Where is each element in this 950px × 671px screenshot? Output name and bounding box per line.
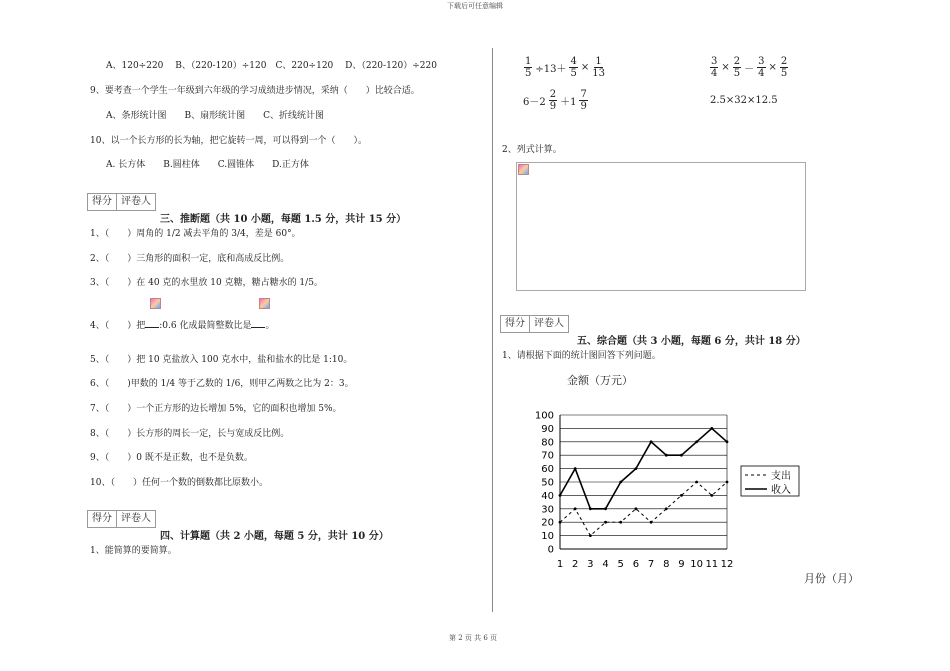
judge-item: 5、（ ）把 10 克盐放入 100 克水中，盐和盐水的比是 1:10。 (90, 355, 353, 365)
y-tick-label: 80 (541, 437, 554, 449)
reviewer-label: 评卷人 (116, 194, 155, 210)
x-tick-label: 10 (690, 559, 704, 570)
x-tick-label: 7 (647, 559, 655, 570)
y-tick-label: 50 (541, 477, 554, 489)
q2-list-calc: 2、列式计算。 (502, 145, 562, 155)
data-point (650, 440, 653, 443)
data-point (559, 521, 562, 524)
fraction: $\frac{2}{9}$ (549, 89, 557, 112)
data-point (665, 454, 668, 457)
calc-expression-3 (523, 89, 589, 112)
judge-item: 2、（ ）三角形的面积一定，底和高成反比例。 (90, 254, 290, 264)
data-point (635, 467, 638, 470)
data-point (695, 481, 698, 484)
answer-box (516, 162, 806, 291)
fraction: $\frac{2}{5}$ (780, 56, 788, 79)
y-tick-label: 0 (547, 544, 554, 556)
section4-title: 四、计算题（共 2 小题，每题 5 分，共计 10 分） (160, 531, 389, 542)
fraction: $\frac{3}{4}$ (711, 56, 718, 79)
image-placeholder-icon (259, 298, 270, 309)
x-tick-label: 5 (617, 559, 624, 570)
fraction: $\frac{1}{5}$ (525, 56, 532, 79)
judge-item: 3、（ ）在 40 克的水里放 10 克糖，糖占糖水的 1/5。 (90, 278, 323, 288)
section4-q1: 1、能简算的要简算。 (90, 546, 177, 556)
reviewer-label: 评卷人 (529, 316, 568, 332)
y-tick-label: 30 (541, 504, 554, 516)
top-note: 下载后可任意编辑 (447, 2, 503, 10)
section5-title: 五、综合题（共 3 小题，每题 6 分，共计 18 分） (577, 336, 806, 347)
judge-item: 1、（ ）周角的 1/2 减去平角的 3/4，差是 60°。 (90, 229, 301, 239)
x-tick-label: 12 (720, 559, 734, 570)
operator: ＋1 (560, 97, 577, 108)
page-footer: 第 2 页 共 6 页 (449, 634, 498, 642)
fraction: $\frac{7}{9}$ (580, 89, 587, 112)
judge-item: 6、（ )甲数的 1/4 等于乙数的 1/6，则甲乙两数之比为 2：3。 (90, 379, 354, 389)
data-point (619, 481, 622, 484)
chart-title: 金额（万元） (567, 374, 633, 387)
fraction: $\frac{2}{5}$ (733, 56, 741, 79)
judge-item-4 (90, 318, 274, 331)
data-point (559, 494, 562, 497)
line-chart (520, 400, 820, 580)
data-point (574, 467, 577, 470)
data-point (680, 454, 683, 457)
section3-title: 三、推断题（共 10 小题，每题 1.5 分，共计 15 分） (160, 214, 407, 225)
judge4-prefix: 4、（ ）把 (90, 321, 146, 331)
legend-label: 支出 (771, 471, 791, 482)
data-point (710, 494, 713, 497)
data-point (680, 494, 683, 497)
reviewer-label: 评卷人 (116, 511, 155, 527)
score-box-sec3 (87, 193, 156, 211)
q9-text: 9、要考查一个学生一年级到六年级的学习成绩进步情况，采纳（ ）比较合适。 (90, 86, 420, 96)
data-point (726, 440, 729, 443)
data-point (604, 521, 607, 524)
y-tick-label: 70 (541, 450, 554, 462)
judge4-middle: :0.6 化成最简整数比是 (159, 321, 252, 331)
x-tick-label: 3 (587, 559, 594, 570)
operator: － (744, 64, 755, 75)
operator: × (721, 62, 730, 73)
chart-xlabel: 月份（月） (804, 572, 859, 585)
data-point (589, 534, 592, 537)
data-point (635, 507, 638, 510)
score-box-sec5 (500, 315, 569, 333)
x-tick-label: 9 (678, 559, 685, 570)
q8-options: A、120÷220 B、（220-120）÷120 C、220÷120 D、（220-120）÷220 (106, 61, 437, 71)
q9-options: A、条形统计图 B、扇形统计图 C、折线统计图 (106, 111, 325, 121)
y-tick-label: 100 (534, 410, 554, 422)
judge-item: 7、（ ）一个正方形的边长增加 5%，它的面积也增加 5%。 (90, 404, 342, 414)
x-tick-label: 2 (571, 559, 579, 570)
calc-expression-2 (709, 56, 789, 79)
operator: × (768, 62, 777, 73)
judge4-suffix: 。 (265, 321, 275, 331)
x-tick-label: 4 (602, 559, 609, 570)
score-box-sec4 (87, 510, 156, 528)
x-tick-label: 1 (556, 559, 564, 570)
y-tick-label: 40 (541, 490, 554, 502)
score-label: 得分 (92, 196, 112, 207)
y-tick-label: 20 (541, 517, 554, 529)
calc-expression-1 (523, 56, 606, 79)
operand: 6－2 (523, 97, 546, 108)
q10-text: 10、以一个长方形的长为轴，把它旋转一周，可以得到一个（ ）。 (90, 136, 367, 146)
operator: ÷13＋ (535, 64, 567, 75)
y-tick-label: 60 (541, 464, 554, 476)
blank (251, 319, 265, 328)
image-placeholder-icon (150, 298, 161, 309)
data-point (695, 440, 698, 443)
column-divider (492, 48, 493, 612)
data-point (589, 507, 592, 510)
x-tick-label: 8 (663, 559, 670, 570)
judge-item: 10、（ ）任何一个数的倒数都比原数小。 (90, 478, 268, 488)
operator: × (580, 62, 590, 73)
x-tick-label: 11 (705, 559, 719, 570)
judge-item: 8、（ ）长方形的周长一定，长与宽成反比例。 (90, 429, 290, 439)
score-label: 得分 (92, 513, 112, 524)
score-label: 得分 (505, 318, 525, 329)
calc-expression-4: 2.5×32×12.5 (710, 95, 778, 106)
data-point (665, 507, 668, 510)
image-placeholder-icon (518, 164, 529, 175)
section5-q1: 1、请根据下面的统计图回答下列问题。 (502, 351, 661, 361)
fraction: $\frac{1}{13}$ (592, 56, 605, 79)
data-point (604, 507, 607, 510)
blank (145, 319, 159, 328)
y-tick-label: 90 (541, 423, 554, 435)
x-tick-label: 6 (632, 559, 640, 570)
data-point (650, 521, 653, 524)
q10-options: A. 长方体 B.圆柱体 C.圆锥体 D.正方体 (106, 160, 309, 170)
data-point (710, 427, 713, 430)
legend-label: 收入 (771, 485, 791, 496)
data-point (726, 481, 729, 484)
fraction: $\frac{4}{5}$ (570, 56, 577, 79)
y-tick-label: 10 (541, 531, 554, 543)
data-point (619, 521, 622, 524)
data-point (574, 507, 577, 510)
judge-item: 9、（ ）0 既不是正数，也不是负数。 (90, 453, 253, 463)
fraction: $\frac{3}{4}$ (758, 56, 765, 79)
